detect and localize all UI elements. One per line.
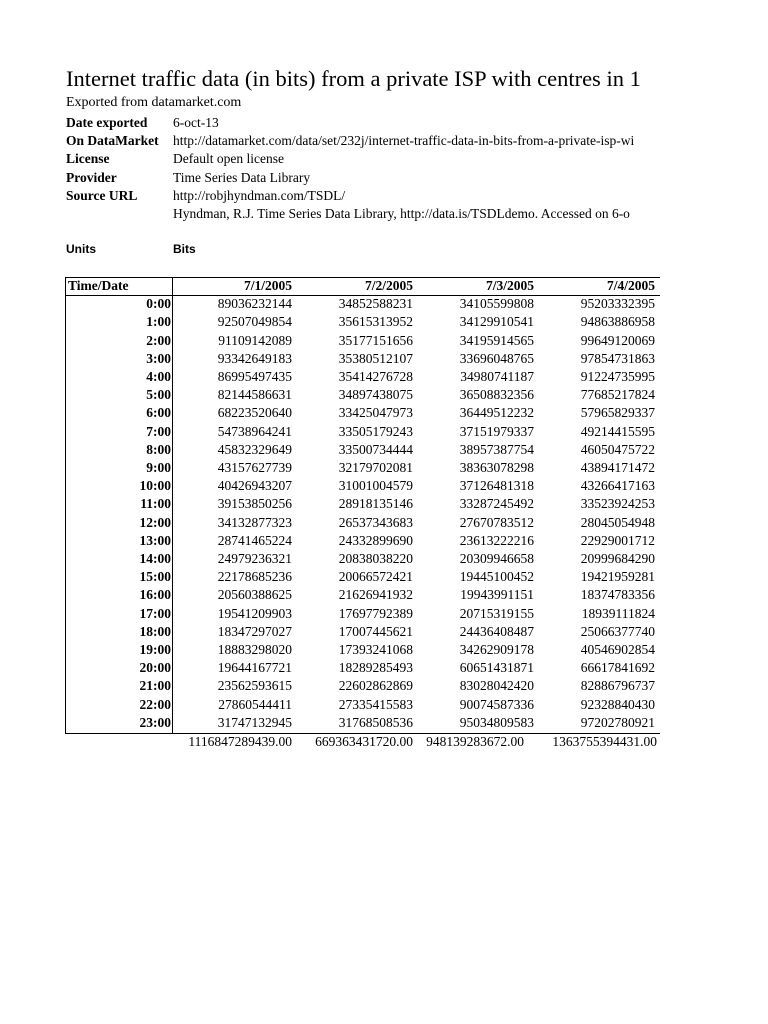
table-row — [66, 550, 657, 568]
value-cell[interactable]: 35380512107 — [338, 350, 413, 366]
value-cell[interactable]: 23562593615 — [217, 678, 292, 694]
table-row — [66, 459, 657, 477]
value-cell[interactable]: 22602862869 — [338, 678, 413, 694]
column-header[interactable]: 7/1/2005 — [243, 278, 292, 293]
value-cell[interactable]: 33425047973 — [338, 405, 413, 421]
value-cell[interactable]: 68223520640 — [217, 405, 292, 421]
value-cell[interactable]: 89036232144 — [217, 296, 292, 312]
value-cell[interactable]: 19943991151 — [460, 587, 534, 603]
time-cell[interactable]: 16:00 — [139, 587, 171, 603]
value-cell[interactable]: 28918135146 — [338, 496, 413, 512]
value-cell[interactable]: 18374783356 — [580, 587, 655, 603]
value-cell[interactable]: 90074587336 — [459, 696, 534, 712]
time-cell[interactable]: 0:00 — [146, 296, 171, 312]
value-cell[interactable]: 33505179243 — [338, 423, 413, 439]
table-row — [66, 332, 657, 350]
time-cell[interactable]: 3:00 — [146, 350, 171, 366]
table-row — [66, 295, 657, 313]
table-row — [66, 568, 657, 586]
value-cell[interactable]: 26537343683 — [338, 514, 413, 530]
meta-key: Provider — [66, 170, 117, 185]
value-cell[interactable]: 24979236321 — [217, 551, 292, 567]
table-row — [66, 586, 657, 604]
value-cell[interactable]: 45832329649 — [217, 441, 292, 457]
value-cell[interactable]: 34262909178 — [459, 642, 534, 658]
table-row — [66, 404, 657, 422]
table-row — [66, 641, 657, 659]
value-cell[interactable]: 18883298020 — [217, 642, 292, 658]
time-cell[interactable]: 20:00 — [139, 660, 171, 676]
value-cell[interactable]: 20999684290 — [580, 551, 655, 567]
total-cell[interactable]: 1116847289439.00 — [188, 734, 292, 749]
column-header[interactable]: 7/2/2005 — [364, 278, 413, 293]
value-cell[interactable]: 18289285493 — [338, 660, 413, 676]
value-cell[interactable]: 93342649183 — [217, 350, 292, 366]
value-cell[interactable]: 36449512232 — [459, 405, 534, 421]
value-cell[interactable]: 60651431871 — [459, 660, 534, 676]
meta-key: On DataMarket — [66, 133, 159, 148]
time-cell[interactable]: 8:00 — [146, 441, 171, 457]
value-cell[interactable]: 34132877323 — [217, 514, 292, 530]
meta-key: Source URL — [66, 188, 138, 203]
value-cell[interactable]: 22929001712 — [580, 532, 655, 548]
table-row — [66, 441, 657, 459]
value-cell[interactable]: 31747132945 — [217, 714, 292, 730]
value-cell[interactable]: 99649120069 — [580, 332, 655, 348]
time-cell[interactable]: 21:00 — [139, 678, 171, 694]
traffic-table — [66, 277, 657, 732]
value-cell[interactable]: 40546902854 — [580, 642, 655, 658]
value-cell[interactable]: 91109142089 — [218, 332, 292, 348]
value-cell[interactable]: 32179702081 — [338, 460, 413, 476]
value-cell[interactable]: 19421959281 — [580, 569, 655, 585]
table-row — [66, 714, 657, 732]
time-cell[interactable]: 23:00 — [139, 714, 171, 730]
table-row — [66, 514, 657, 532]
value-cell[interactable]: 37151979337 — [459, 423, 534, 439]
column-header[interactable]: 7/4/2005 — [606, 278, 655, 293]
value-cell[interactable]: 34980741187 — [460, 369, 534, 385]
meta-key: License — [66, 151, 110, 166]
time-cell[interactable]: 7:00 — [146, 423, 171, 439]
table-row — [66, 677, 657, 695]
time-cell[interactable]: 22:00 — [139, 696, 171, 712]
value-cell[interactable]: 33696048765 — [459, 350, 534, 366]
value-cell[interactable]: 40426943207 — [217, 478, 292, 494]
table-row — [66, 605, 657, 623]
value-cell[interactable]: 37126481318 — [459, 478, 534, 494]
value-cell[interactable]: 95034809583 — [459, 714, 534, 730]
time-cell[interactable]: 1:00 — [146, 314, 171, 330]
time-cell[interactable]: 11:00 — [140, 496, 171, 512]
table-row — [66, 423, 657, 441]
value-cell[interactable]: 86995497435 — [217, 369, 292, 385]
table-row — [66, 313, 657, 331]
value-cell[interactable]: 20715319155 — [459, 605, 534, 621]
time-cell[interactable]: 2:00 — [146, 332, 171, 348]
value-cell[interactable]: 34897438075 — [338, 387, 413, 403]
value-cell[interactable]: 20066572421 — [338, 569, 413, 585]
value-cell[interactable]: 36508832356 — [459, 387, 534, 403]
value-cell[interactable]: 35615313952 — [338, 314, 413, 330]
value-cell[interactable]: 97854731863 — [580, 350, 655, 366]
table-row — [66, 477, 657, 495]
time-cell[interactable]: 13:00 — [139, 532, 171, 548]
value-cell[interactable]: 66617841692 — [580, 660, 655, 676]
value-cell[interactable]: 19445100452 — [459, 569, 534, 585]
value-cell[interactable]: 17007445621 — [338, 623, 413, 639]
meta-value: Default open license — [173, 151, 284, 166]
time-cell[interactable]: 4:00 — [146, 369, 171, 385]
table-row — [66, 350, 657, 368]
total-cell[interactable]: 1363755394431.00 — [552, 734, 657, 749]
column-header[interactable]: 7/3/2005 — [485, 278, 534, 293]
value-cell[interactable]: 43894171472 — [580, 460, 655, 476]
table-row — [66, 368, 657, 386]
value-cell[interactable]: 57965829337 — [580, 405, 655, 421]
value-cell[interactable]: 33523924253 — [580, 496, 655, 512]
value-cell[interactable]: 33287245492 — [459, 496, 534, 512]
value-cell[interactable]: 46050475722 — [580, 441, 655, 457]
value-cell[interactable]: 23613222216 — [459, 532, 534, 548]
value-cell[interactable]: 17393241068 — [338, 642, 413, 658]
value-cell[interactable]: 92328840430 — [580, 696, 655, 712]
value-cell[interactable]: 20309946658 — [459, 551, 534, 567]
value-cell[interactable]: 38957387754 — [459, 441, 534, 457]
value-cell[interactable]: 19541209903 — [217, 605, 292, 621]
units-label: Units — [66, 242, 96, 256]
value-cell[interactable]: 43157627739 — [217, 460, 292, 476]
value-cell[interactable]: 92507049854 — [217, 314, 292, 330]
total-cell[interactable]: 948139283672.00 — [426, 734, 524, 749]
time-cell[interactable]: 9:00 — [146, 460, 171, 476]
meta-value: Time Series Data Library — [173, 170, 311, 185]
time-cell[interactable]: 19:00 — [139, 642, 171, 658]
time-cell[interactable]: 18:00 — [139, 623, 171, 639]
value-cell[interactable]: 25066377740 — [580, 623, 655, 639]
value-cell[interactable]: 18939111824 — [581, 605, 655, 621]
time-cell[interactable]: 10:00 — [139, 478, 171, 494]
value-cell[interactable]: 33500734444 — [338, 441, 413, 457]
time-cell[interactable]: 5:00 — [146, 387, 171, 403]
table-row — [66, 696, 657, 714]
value-cell[interactable]: 34195914565 — [459, 332, 534, 348]
value-cell[interactable]: 94863886958 — [580, 314, 655, 330]
table-header-row — [66, 277, 657, 295]
meta-value: Hyndman, R.J. Time Series Data Library, http://data.is/TSDLdemo. Accessed on 6-o — [173, 206, 630, 221]
value-cell[interactable]: 22178685236 — [217, 569, 292, 585]
value-cell[interactable]: 97202780921 — [580, 714, 655, 730]
value-cell[interactable]: 35177151656 — [338, 332, 413, 348]
time-cell[interactable]: 17:00 — [139, 605, 171, 621]
value-cell[interactable]: 27335415583 — [338, 696, 413, 712]
time-cell[interactable]: 12:00 — [139, 514, 171, 530]
value-cell[interactable]: 82144586631 — [217, 387, 292, 403]
value-cell[interactable]: 31768508536 — [338, 714, 413, 730]
value-cell[interactable]: 95203332395 — [580, 296, 655, 312]
value-cell[interactable]: 77685217824 — [580, 387, 655, 403]
meta-value-link[interactable]: http://datamarket.com/data/set/232j/internet-traffic-data-in-bits-from-a-private-isp-wi — [173, 133, 635, 148]
table-row — [66, 532, 657, 550]
table-row — [66, 659, 657, 677]
value-cell[interactable]: 27670783512 — [459, 514, 534, 530]
value-cell[interactable]: 20560388625 — [217, 587, 292, 603]
value-cell[interactable]: 20838038220 — [338, 551, 413, 567]
meta-key: Date exported — [66, 115, 148, 130]
value-cell[interactable]: 83028042420 — [459, 678, 534, 694]
value-cell[interactable]: 24332899690 — [338, 532, 413, 548]
total-cell[interactable]: 669363431720.00 — [315, 734, 413, 749]
meta-value: 6-oct-13 — [173, 115, 219, 130]
value-cell[interactable]: 28045054948 — [580, 514, 655, 530]
export-source: Exported from datamarket.com — [66, 95, 242, 110]
value-cell[interactable]: 91224735995 — [580, 369, 655, 385]
time-cell[interactable]: 6:00 — [146, 405, 171, 421]
value-cell[interactable]: 82886796737 — [580, 678, 655, 694]
value-cell[interactable]: 31001004579 — [338, 478, 413, 494]
page-title: Internet traffic data (in bits) from a private ISP with centres in 1 — [66, 66, 641, 91]
value-cell[interactable]: 28741465224 — [217, 532, 292, 548]
time-cell[interactable]: 14:00 — [139, 551, 171, 567]
value-cell[interactable]: 54738964241 — [217, 423, 292, 439]
time-cell[interactable]: 15:00 — [139, 569, 171, 585]
value-cell[interactable]: 34129910541 — [459, 314, 534, 330]
table-row — [66, 495, 657, 513]
value-cell[interactable]: 39153850256 — [217, 496, 292, 512]
column-header[interactable]: Time/Date — [68, 278, 129, 293]
value-cell[interactable]: 21626941932 — [338, 587, 413, 603]
value-cell[interactable]: 27860544411 — [218, 696, 292, 712]
meta-value-link[interactable]: http://robjhyndman.com/TSDL/ — [173, 188, 346, 203]
table-row — [66, 386, 657, 404]
value-cell[interactable]: 34105599808 — [459, 296, 534, 312]
value-cell[interactable]: 19644167721 — [217, 660, 292, 676]
value-cell[interactable]: 17697792389 — [338, 605, 413, 621]
value-cell[interactable]: 38363078298 — [459, 460, 534, 476]
value-cell[interactable]: 24436408487 — [459, 623, 534, 639]
value-cell[interactable]: 43266417163 — [580, 478, 655, 494]
value-cell[interactable]: 34852588231 — [338, 296, 413, 312]
value-cell[interactable]: 49214415595 — [580, 423, 655, 439]
value-cell[interactable]: 18347297027 — [217, 623, 292, 639]
units-value: Bits — [173, 242, 196, 256]
value-cell[interactable]: 35414276728 — [338, 369, 413, 385]
table-row — [66, 623, 657, 641]
